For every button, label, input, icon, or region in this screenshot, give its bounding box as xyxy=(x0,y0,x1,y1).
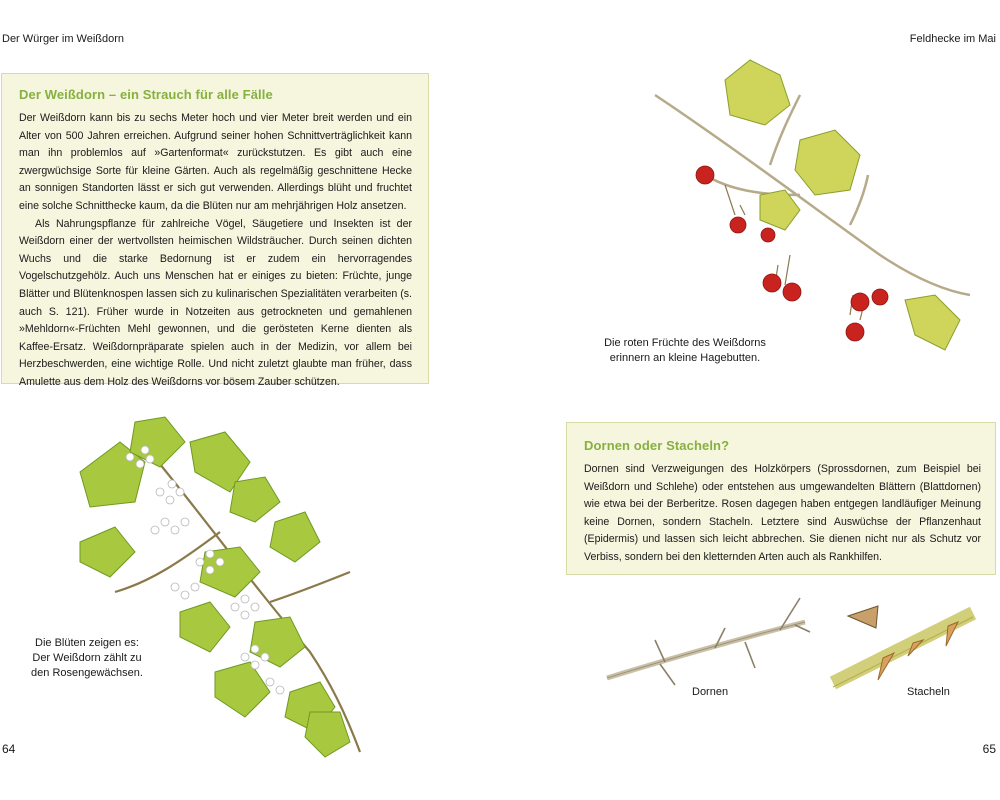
info-box-weissdorn xyxy=(1,73,429,388)
caption-line: erinnern an kleine Hagebutten. xyxy=(609,352,761,364)
label-stacheln: Stacheln xyxy=(907,686,950,698)
caption-line: den Rosengewächsen. xyxy=(31,667,143,679)
berry-branch-illustration xyxy=(650,55,980,355)
box-paragraph: Dornen sind Verzweigungen des Holzkörpers (Sprossdornen, zum Beispiel bei Weißdorn und Schlehe) oder entstehen aus umgewandelten Blättern (Blattdornen) wie etwa bei der Berberitze. Rosen dagegen haben entgegen landläufiger Meinung keine Dornen, sondern Stacheln. Letztere sind Auswüchse der Pflanzenhaut (Epidermis) und lassen sich leicht abbrechen. Sie dienen nicht nur als Schutz vor Verbiss, sondern bei den kletternden Arten auch als Rankhilfen. xyxy=(584,463,981,563)
flowering-branch-illustration xyxy=(60,412,390,762)
thorn-branch-illustration xyxy=(605,590,815,690)
label-dornen: Dornen xyxy=(692,686,729,698)
running-head-left: Der Würger im Weißdorn xyxy=(2,33,125,45)
box-paragraph-1: Der Weißdorn kann bis zu sechs Meter hoch und vier Meter breit werden und ein Alter von 500 Jahren erreichen. Aufgrund seiner hohen Schnittverträglichkeit kann man ihn problemlos auf »Gartenformat« zurückstutzen. Es gibt auch eine zwergwüchsige Sorte für kleine Gärten. Auch als regelmäßig geschnittene Hecke an sonnigen Standorten lässt er sich gut verwenden. Allerdings blüht und fruchtet eine solche Schnitthecke kaum, da die Blüten nur am mehrjährigen Holz ansetzen. xyxy=(19,112,412,212)
box-paragraph-2: Als Nahrungspflanze für zahlreiche Vögel, Säugetiere und Insekten ist der Weißdorn einer der wertvollsten heimischen Wildsträucher. Durch seinen dichten Wuchs und die starke Bedornung ist er zudem ein hervorragendes Vogelschutzgehölz. Auch uns Menschen hat er einiges zu bieten: Früchte, junge Blätter und Blütenknospen lassen sich zu kulinarischen Spezialitäten verarbeiten (s. auch S. 121). Früher wurde in Notzeiten aus getrockneten und gemahlenen »Mehldorn«-Früchten Mehl gewonnen, und die gerösteten Kerne dienten als Kaffee-Ersatz. Weißdornpräparate spielen auch in der Medizin, vor allem bei Herzbeschwerden, eine wichtige Rolle. Und nicht zuletzt glaubte man früher, dass Amulette aus dem Holz des Weißdorns vor bösem Zauber schützen. xyxy=(19,217,412,388)
prickle-stem-illustration xyxy=(828,598,978,688)
caption-berries xyxy=(590,336,780,366)
caption-line: Die Blüten zeigen es: xyxy=(35,637,139,649)
caption-flowers xyxy=(30,636,144,681)
running-head-right: Feldhecke im Mai xyxy=(909,33,996,45)
caption-line: Der Weißdorn zählt zu xyxy=(32,652,142,664)
page-number-right: 65 xyxy=(982,742,996,756)
box-title: Dornen oder Stacheln? xyxy=(584,438,730,453)
page-number-left: 64 xyxy=(2,742,16,756)
caption-line: Die roten Früchte des Weißdorns xyxy=(604,337,766,349)
info-box-dornen xyxy=(566,422,996,575)
box-title: Der Weißdorn – ein Strauch für alle Fälle xyxy=(19,87,273,102)
